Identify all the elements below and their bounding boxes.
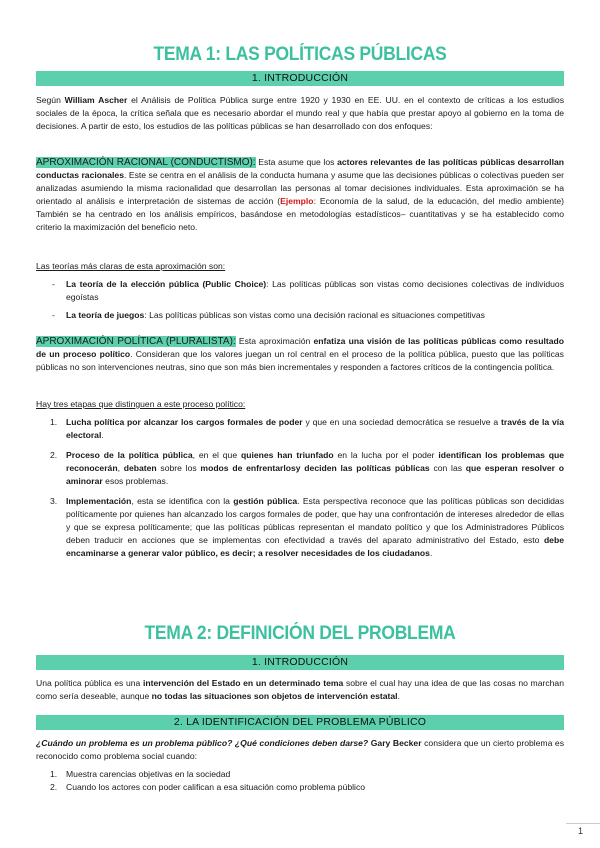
teorias-heading: Las teorías más claras de esta aproximación son: <box>36 261 226 271</box>
page-number: 1 <box>578 826 584 836</box>
list-item: 1. Muestra carencias objetivas en la sociedad <box>50 769 231 779</box>
list-item: - La teoría de juegos: Las políticas públicas son vistas como una decisión racional es situaciones competitivas <box>52 310 485 320</box>
list-item: 2. Cuando los actores con poder califican a esa situación como problema público <box>50 782 366 792</box>
list-item: - La teoría de la elección pública (Public Choice): Las políticas públicas son vistas como decisiones colectivas de individuos egoístas <box>52 279 564 302</box>
list-item: 1. Lucha política por alcanzar los cargos formales de poder y que en una sociedad democrática se resuelve a través de la vía electoral. <box>50 417 564 440</box>
politica-paragraph: APROXIMACIÓN POLÍTICA (PLURALISTA): Esta aproximación enfatiza una visión de las políticas públicas como resultado de un proceso político. Consideran que los valores juegan un rol central en el proceso de la política pública, puesto que las políticas públicas no son intervenciones neutras, sino que son más bien incrementales y responden a factores críticos de la contingencia política. <box>36 336 564 372</box>
tema1-intro-paragraph: Según William Ascher el Análisis de Política Pública surge entre 1920 y 1930 en EE. UU. en el contexto de críticas a los estudios sociales de la época, la crítica señala que es necesario abordar el mundo real y que había que prestar apoyo al gobierno en la toma de decisiones. A partir de esto, los estudios de las políticas públicas se han desarrollado con dos enfoques: <box>36 95 564 131</box>
tema1-title: TEMA 1: LAS POLÍTICAS PÚBLICAS <box>153 44 447 65</box>
politica-label: APROXIMACIÓN POLÍTICA (PLURALISTA): <box>36 336 236 347</box>
tema2-ident-bar: 2. LA IDENTIFICACIÓN DEL PROBLEMA PÚBLICO <box>36 715 564 730</box>
etapas-list <box>50 416 564 560</box>
teorias-list <box>50 278 564 322</box>
tema1-intro-bar: 1. INTRODUCCIÓN <box>36 71 564 86</box>
tema2-title: TEMA 2: DEFINICIÓN DEL PROBLEMA <box>144 623 456 644</box>
ejemplo-label: Ejemplo <box>280 196 314 206</box>
racional-label: APROXIMACIÓN RACIONAL (CONDUCTISMO): <box>36 157 256 168</box>
tema2-intro-paragraph: Una política pública es una intervención del Estado en un determinado tema sobre el cual hay una idea de que las cosas no marchan como sería deseable, aunque no todas las situaciones son objetos de intervención estatal. <box>36 678 564 701</box>
racional-paragraph: APROXIMACIÓN RACIONAL (CONDUCTISMO): Esta asume que los actores relevantes de las políticas públicas desarrollan conductas racionales. Este se centra en el análisis de la conducta humana y asume que las decisiones públicas o colectivas pueden ser analizadas asumiendo la misma racionalidad que desarrollan las personas al tomar decisiones individuales. Esta aproximación se ha orientado al análisis e interpretación de sistemas de acción (Ejemplo: Economía de la salud, de la educación, del medio ambiente) También se ha centrado en los análisis empíricos, basándose en metodologías estadísticos– cuantitativas y se ha establecido como criterio la maximización del beneficio neto. <box>36 157 565 232</box>
list-item: 3. Implementación, esta se identifica con la gestión pública. Esta perspectiva reconoce que las políticas públicas son decididas políticamente por quienes han alcanzado los cargos formales de poder, que hay una confrontación de intereses alrededor de ellas y que se expresa políticamente; que las políticas públicas representan el mandato político y que los Administradores Públicos deben traducir en acciones que se implementas con efectividad a través del aparato administrativo del Estado, esto debe encaminarse a generar valor público, es decir; a resolver necesidades de los ciudadanos. <box>50 496 565 558</box>
ident-paragraph: ¿Cuándo un problema es un problema público? ¿Qué condiciones deben darse? Gary Becker considera que un cierto problema es reconocido como problema social cuando: <box>36 738 565 761</box>
conditions-list <box>50 768 564 794</box>
footer-divider <box>566 823 600 824</box>
tema2-intro-bar: 1. INTRODUCCIÓN <box>36 655 564 670</box>
etapas-heading: Hay tres etapas que distinguen a este proceso político: <box>36 399 246 409</box>
list-item: 2. Proceso de la política pública, en el que quienes han triunfado en la lucha por el poder identifican los problemas que reconocerán, debaten sobre los modos de enfrentarlosy deciden las políticas públicas con las que esperan resolver o aminorar esos problemas. <box>50 450 564 486</box>
